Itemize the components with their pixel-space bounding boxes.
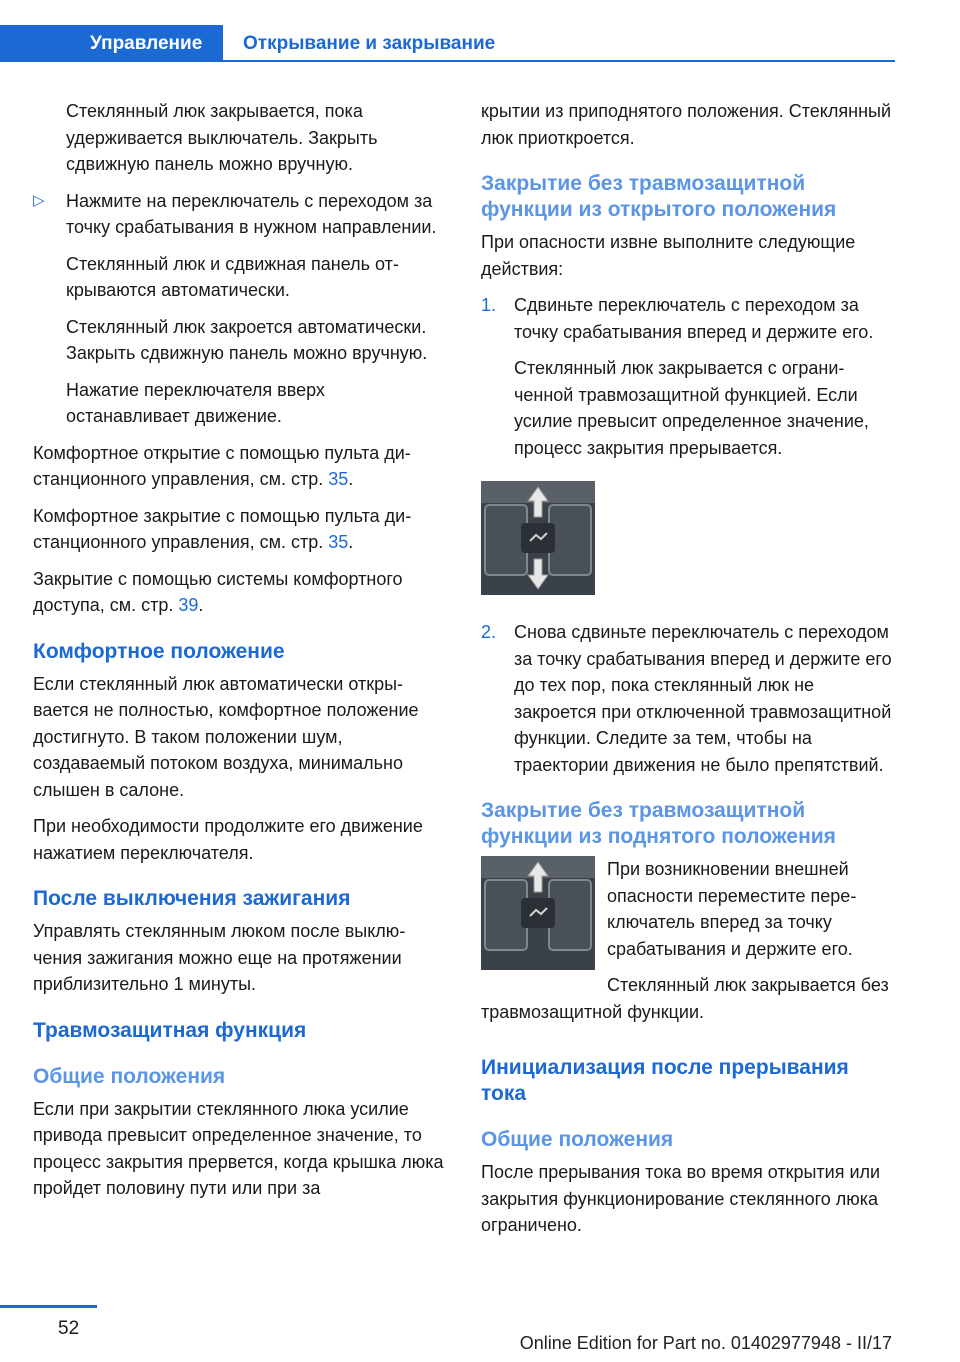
raised-paragraph-1: При возникновении внешней опасности переместите переключатель вперед за точку срабатывания и держите его. (607, 859, 857, 959)
continued-paragraph: крытии из приподнятого положения. Стеклянный люк приоткроется. (481, 101, 892, 148)
page-number: 52 (58, 1318, 80, 1339)
heading-general: Общие положения (33, 1064, 226, 1088)
right-column (481, 98, 896, 1249)
switch-image (481, 856, 595, 970)
heading-anti-pinch: Травмозащитная функция (33, 1018, 307, 1042)
heading-close-from-raised: Закрытие без травмозащитной функции из поднятого положения (481, 799, 836, 848)
bullet-sub-1: Стеклянный люк и сдвижная панель открываются автоматически. (66, 253, 399, 300)
danger-paragraph: При опасности извне выполните следующие действия: (481, 232, 856, 279)
raised-block (481, 856, 896, 1035)
period: . (348, 469, 354, 489)
heading-close-from-open: Закрытие без травмозащитной функции из открытого положения (481, 172, 837, 221)
step-1 (481, 292, 896, 345)
comfort-position-paragraph-1: Если стеклянный люк автоматически открывается не полностью, комфортное положение достигнуто. В таком положении шум, создаваемый потоком воздуха, минимально слышен в салоне. (33, 673, 419, 800)
initialization-paragraph: После прерывания тока во время открытия или закрытия функционирование стеклянного люка ограничено. (481, 1162, 881, 1235)
period: . (348, 532, 354, 552)
intro-paragraph: Стеклянный люк закрывается, пока удерживается выключатель. Закрыть сдвижную панель можно вручную. (66, 101, 378, 174)
bullet-item (33, 188, 448, 241)
step-number: 2. (481, 622, 497, 642)
header-rule (223, 60, 895, 62)
heading-general-2: Общие положения (481, 1128, 674, 1151)
after-ignition-paragraph: Управлять стеклянным люком после выключения зажигания можно еще на протяжении приблизительно 1 минуты. (33, 921, 406, 994)
page-ref-link[interactable]: 39 (178, 595, 199, 615)
raised-paragraph-2: Стеклянный люк закрывается без травмозащитной функции. (481, 975, 889, 1022)
bullet-text: Нажмите на переключатель с переходом за точку срабатывания в нужном направлении. (66, 190, 437, 237)
page-ref-link[interactable]: 35 (328, 532, 349, 552)
header-subsection: Открывание и закрывание (243, 33, 496, 54)
bullet-sub-3: Нажатие переключателя вверх останавливает движение. (66, 379, 325, 426)
step-number: 1. (481, 295, 497, 315)
footer-rule (0, 1305, 97, 1308)
comfort-close-paragraph (33, 503, 448, 556)
switch-image (481, 481, 595, 595)
roof-switch-illustration (481, 481, 595, 595)
bullet-sub-2: Стеклянный люк закроется автоматически. Закрыть сдвижную панель можно вручную. (66, 316, 428, 363)
comfort-position-paragraph-2: При необходимости продолжите его движение нажатием переключателя. (33, 816, 423, 863)
step-1-sub: Стеклянный люк закрывается с ограниченной травмозащитной функцией. Если усилие превысит определенное значение, процесс закрытия прерывается. (514, 358, 869, 458)
page-ref-link[interactable]: 35 (328, 469, 349, 489)
heading-initialization: Инициализация после прерывания тока (481, 1056, 849, 1105)
comfort-open-text: Комфортное открытие с помощью пульта дистанционного управления, см. стр. (33, 442, 411, 489)
roof-switch-illustration (481, 856, 595, 970)
edition-note: Online Edition for Part no. 01402977948 - II/17 (519, 1333, 892, 1353)
heading-after-ignition: После выключения зажигания (33, 887, 351, 910)
triangle-bullet-icon: ▷ (33, 191, 45, 209)
period: . (198, 595, 204, 615)
step-text: Сдвиньте переключатель с переходом за точку срабатывания вперед и держите его. (514, 295, 874, 342)
heading-comfort-position: Комфортное положение (33, 639, 285, 663)
figure-switch-1 (481, 481, 896, 597)
comfort-access-paragraph (33, 566, 448, 619)
comfort-close-text: Комфортное закрытие с помощью пульта дистанционного управления, см. стр. (33, 505, 412, 552)
header-section-tab: Управление (0, 25, 223, 62)
step-text: Снова сдвиньте переключатель с переходом за точку срабатывания вперед и держите его до тех пор, пока стеклянный люк не закроется при отключенной травмозащитной функции. Следите за тем, чтобы на траектории движения не было препятствий. (514, 622, 892, 775)
comfort-open-paragraph (33, 440, 448, 493)
left-column (33, 98, 448, 1212)
general-paragraph: Если при закрытии стеклянного люка усилие привода превысит определенное значение, то процесс закрытия прервется, когда крышка люка пройдет половину пути или при за (33, 1098, 444, 1198)
comfort-access-text: Закрытие с помощью системы комфортного доступа, см. стр. (33, 568, 403, 615)
step-2 (481, 619, 896, 778)
